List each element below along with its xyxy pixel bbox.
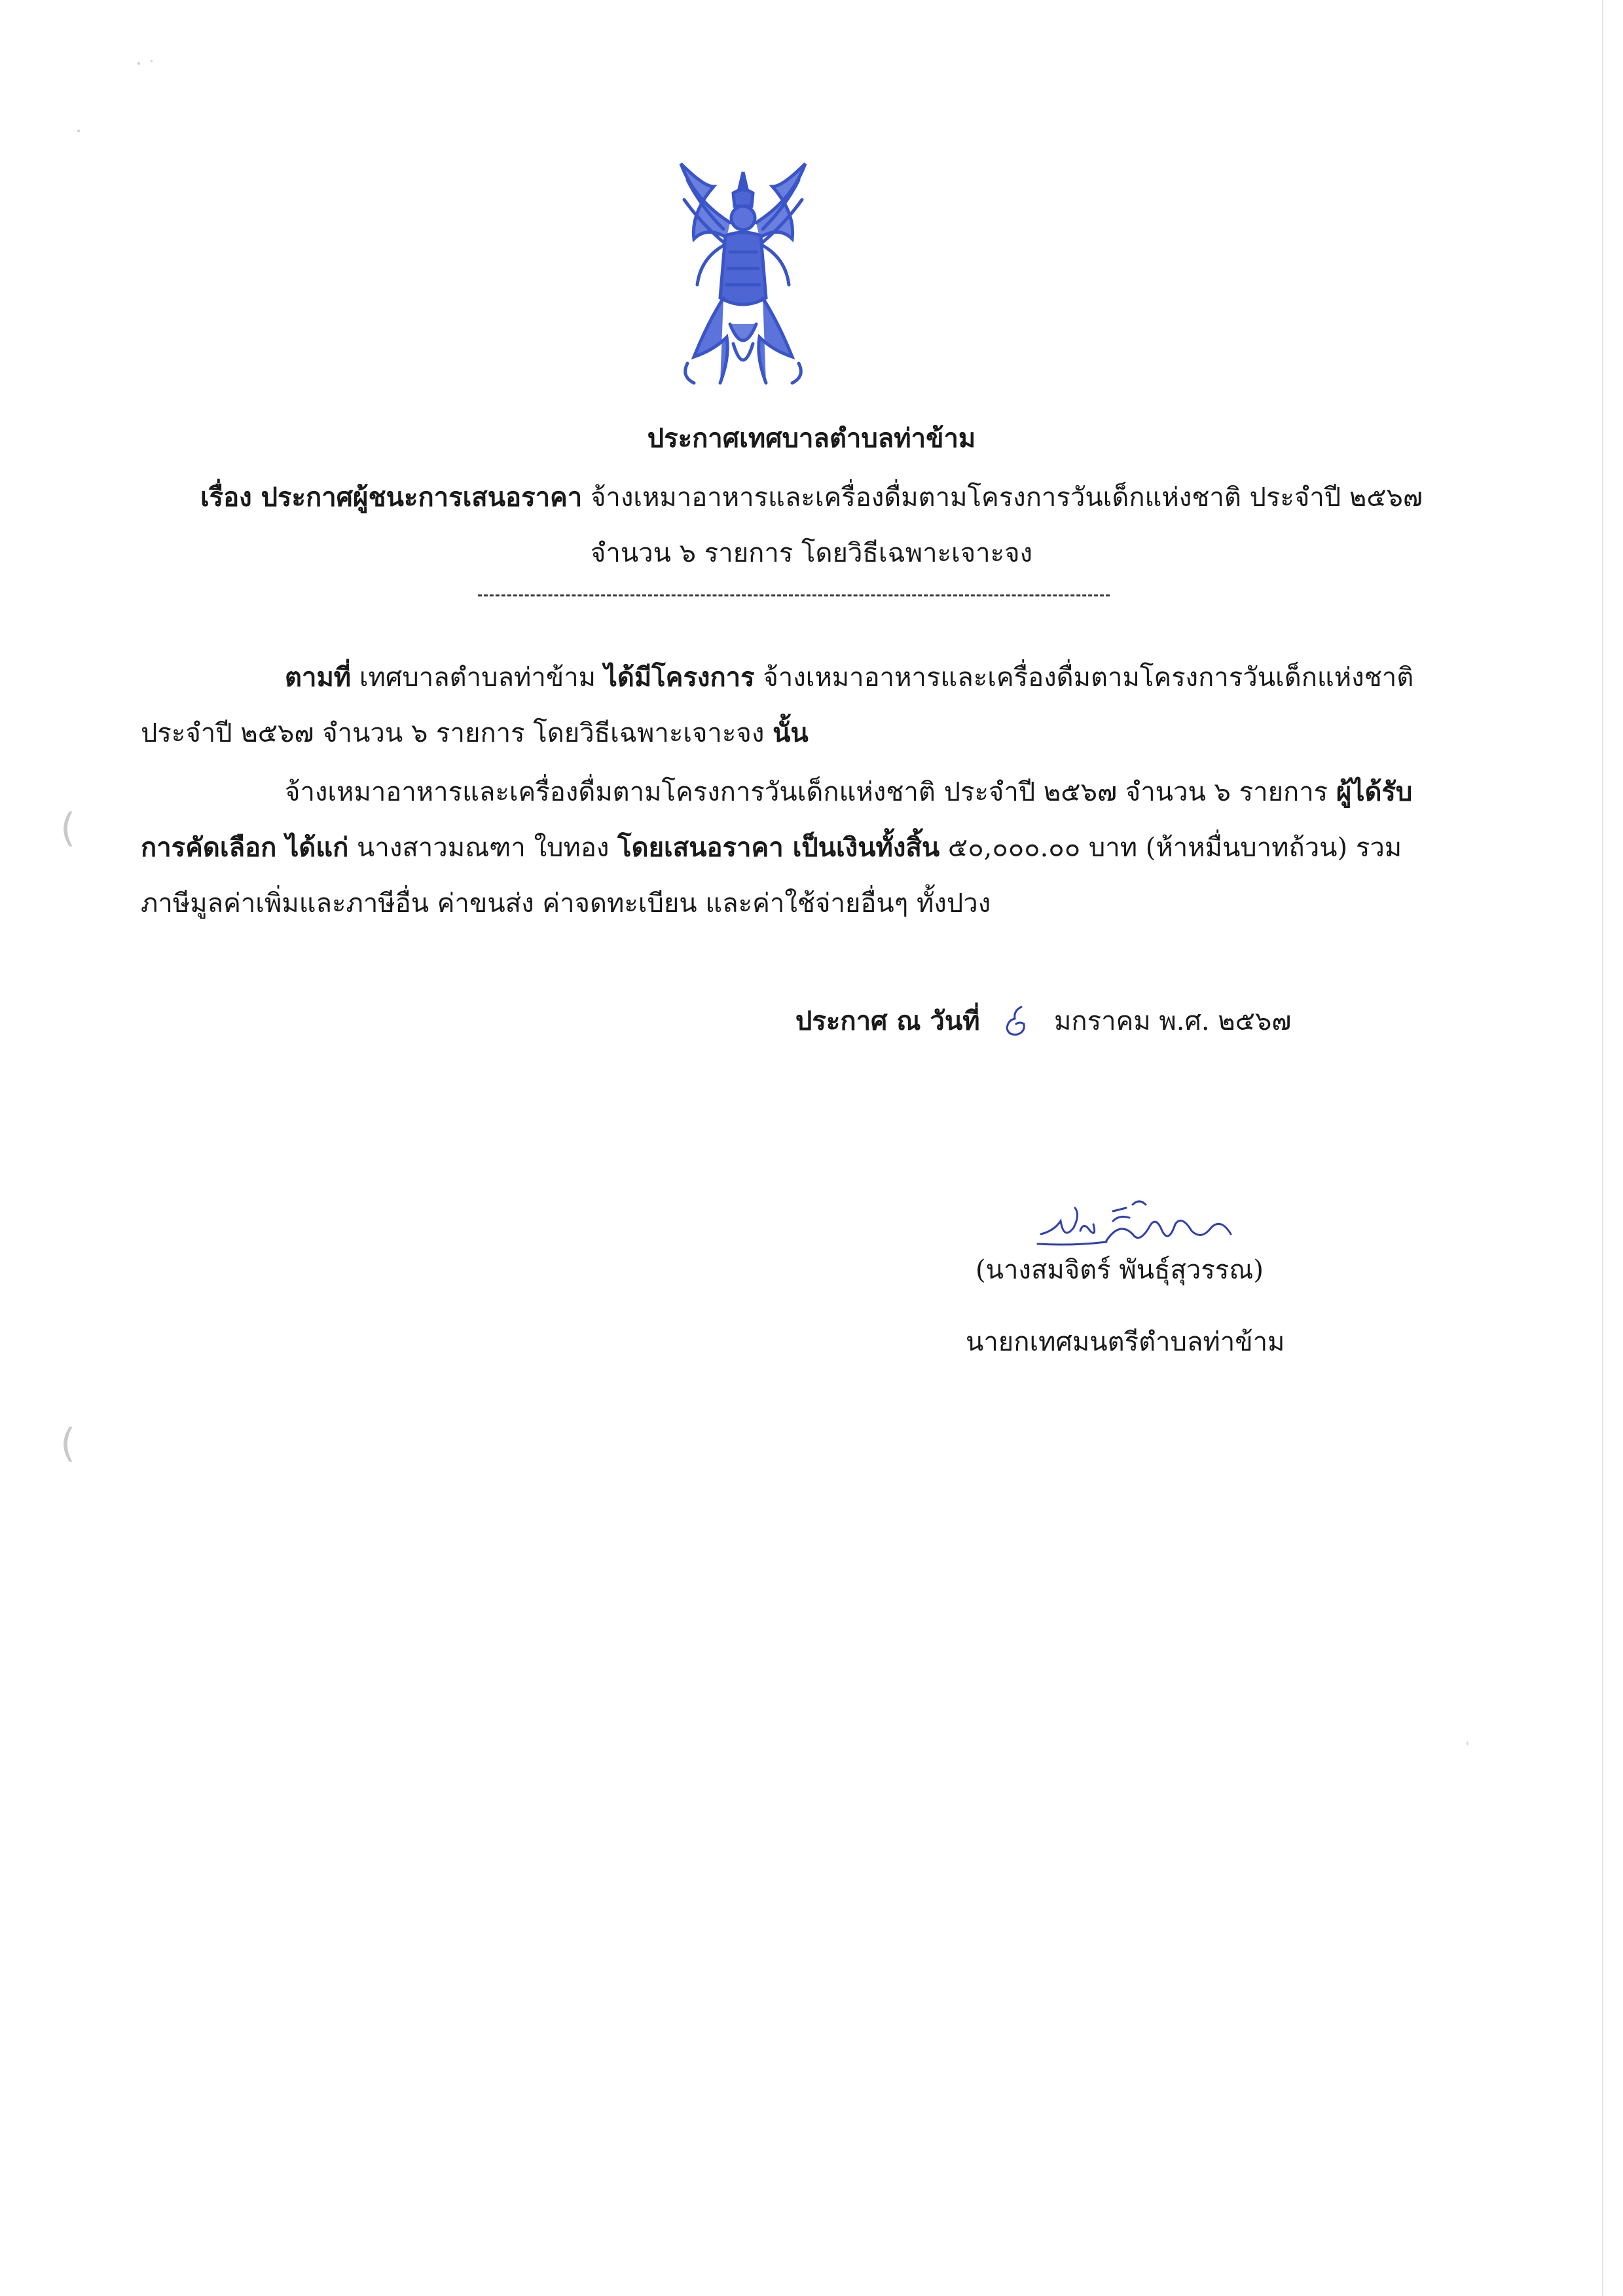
paragraph-1-line-2 <box>141 714 809 753</box>
scan-speck <box>77 130 80 132</box>
signatory-name: (นางสมจิตร์ พันธุ์สุวรรณ) <box>976 1255 1264 1285</box>
separator-line <box>478 594 1110 596</box>
p1-rest: จ้างเหมาอาหารและเครื่องดื่มตามโครงการวันเด็กแห่งชาติ <box>754 663 1414 693</box>
p1-label2: ได้มีโครงการ <box>604 662 755 693</box>
scan-mark: ( <box>60 1421 76 1467</box>
p2-line1: จ้างเหมาอาหารและเครื่องดื่มตามโครงการวันเด็กแห่งชาติ ประจำปี ๒๕๖๗ จำนวน ๖ รายการ <box>285 777 1336 807</box>
scan-speck <box>151 60 153 62</box>
subject-line-2: จำนวน ๖ รายการ โดยวิธีเฉพาะเจาะจง <box>590 538 1033 568</box>
p1-label: ตามที่ <box>285 662 352 693</box>
date-line <box>795 1002 980 1041</box>
signatory-position: นายกเทศมนตรีตำบลท่าข้าม <box>966 1327 1285 1357</box>
p2-label2: การคัดเลือก ได้แก่ <box>141 832 349 863</box>
subject-line <box>0 478 1623 517</box>
p2-label1: ผู้ได้รับ <box>1336 776 1413 807</box>
scan-speck <box>1467 1741 1468 1745</box>
handwritten-day <box>1002 1002 1034 1041</box>
announcement-title: ประกาศเทศบาลตำบลท่าข้าม <box>647 423 976 454</box>
paragraph-1-line-1 <box>285 658 1413 697</box>
date-month-year: มกราคม พ.ศ. ๒๕๖๗ <box>1054 1006 1292 1036</box>
p2-winner: นางสาวมณฑา ใบทอง <box>348 833 618 863</box>
paragraph-2-line-1 <box>285 773 1412 812</box>
paragraph-2-line-3: ภาษีมูลค่าเพิ่มและภาษีอื่น ค่าขนส่ง ค่าจดทะเบียน และค่าใช้จ่ายอื่นๆ ทั้งปวง <box>141 888 991 919</box>
p2-label3: โดยเสนอราคา เป็นเงินทั้งสิ้น <box>617 832 940 863</box>
scan-speck <box>137 62 140 65</box>
subject-label: เรื่อง ประกาศผู้ชนะการเสนอราคา <box>200 482 583 513</box>
subject-text: จ้างเหมาอาหารและเครื่องดื่มตามโครงการวันเด็กแห่งชาติ ประจำปี ๒๕๖๗ <box>582 483 1423 513</box>
scan-mark: ( <box>60 805 76 851</box>
p1-org: เทศบาลตำบลท่าข้าม <box>351 663 604 693</box>
garuda-emblem-icon <box>668 160 818 396</box>
scan-edge-line <box>1602 0 1603 2296</box>
date-label: ประกาศ ณ วันที่ <box>795 1006 980 1036</box>
paragraph-2-line-2 <box>141 828 1402 867</box>
p2-amount: ๕๐,๐๐๐.๐๐ บาท (ห้าหมื่นบาทถ้วน) รวม <box>939 833 1402 863</box>
p1-line2: ประจำปี ๒๕๖๗ จำนวน ๖ รายการ โดยวิธีเฉพาะเจาะจง <box>141 718 773 748</box>
p1-end: นั้น <box>773 718 809 748</box>
